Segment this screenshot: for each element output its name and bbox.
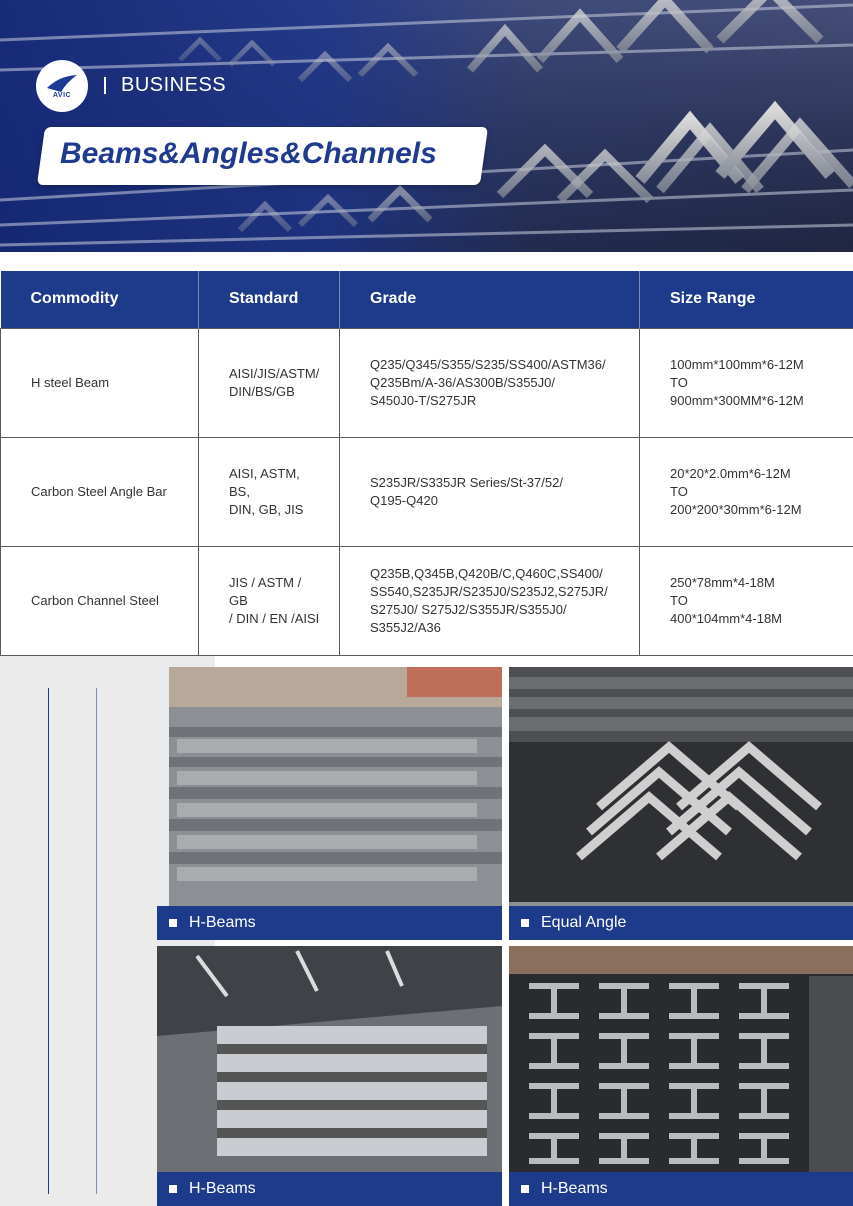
grade-line: Q235B,Q345B,Q420B/C,Q460C,SS400/ xyxy=(370,565,603,581)
header-divider xyxy=(104,77,106,94)
caption-label: Equal Angle xyxy=(541,914,627,931)
page-title: Beams&Angles&Channels xyxy=(60,137,437,170)
gallery-caption xyxy=(509,906,853,940)
hero-steel-illustration xyxy=(0,0,853,252)
standard-line: AISI, ASTM, BS, xyxy=(229,465,300,499)
grade-line: S355J2/A36 xyxy=(370,619,441,635)
standard-line: DIN, GB, JIS xyxy=(229,501,304,517)
standard-line: DIN/BS/GB xyxy=(229,383,295,399)
cell-grade xyxy=(340,328,640,437)
size-line: TO xyxy=(670,374,688,390)
size-line: 100mm*100mm*6-12M xyxy=(670,356,804,372)
logo-text: AVIC xyxy=(52,91,72,99)
cell-size-range xyxy=(640,437,853,546)
accent-line xyxy=(96,688,97,1194)
caption-label: H-Beams xyxy=(541,1180,608,1197)
header-standard: Standard xyxy=(199,271,340,328)
cell-grade xyxy=(340,437,640,546)
square-bullet-icon xyxy=(521,1185,529,1193)
grade-line: Q195-Q420 xyxy=(370,492,438,508)
cell-commodity: H steel Beam xyxy=(1,328,199,437)
size-line: 900mm*300MM*6-12M xyxy=(670,392,804,408)
h-beams-photo xyxy=(157,667,502,940)
h-beams-endview-photo xyxy=(509,946,853,1206)
cell-standard xyxy=(199,437,340,546)
grade-line: S275J0/ S275J2/S355JR/S355J0/ xyxy=(370,601,567,617)
table-row xyxy=(1,437,853,546)
section-label: BUSINESS xyxy=(121,74,227,96)
gallery-item-h-beams-2 xyxy=(157,946,502,1206)
header-grade: Grade xyxy=(340,271,640,328)
standard-line: JIS / ASTM / GB xyxy=(229,574,302,608)
cell-size-range xyxy=(640,328,853,437)
size-line: 250*78mm*4-18M xyxy=(670,574,775,590)
caption-label: H-Beams xyxy=(189,1180,256,1197)
size-line: 200*200*30mm*6-12M xyxy=(670,501,802,517)
cell-commodity: Carbon Channel Steel xyxy=(1,546,199,655)
cell-grade xyxy=(340,546,640,655)
gallery-item-h-beams-3 xyxy=(509,946,853,1206)
grade-line: Q235/Q345/S355/S235/SS400/ASTM36/ xyxy=(370,356,606,372)
cell-size-range xyxy=(640,546,853,655)
accent-line xyxy=(48,688,49,1194)
gallery-item-h-beams-1 xyxy=(157,667,502,940)
caption-label: H-Beams xyxy=(189,914,256,931)
gallery-caption xyxy=(509,1172,853,1206)
size-line: 20*20*2.0mm*6-12M xyxy=(670,465,791,481)
size-line: TO xyxy=(670,592,688,608)
wing-icon xyxy=(45,74,79,94)
spec-table xyxy=(0,271,853,656)
header-commodity: Commodity xyxy=(1,271,199,328)
table-row xyxy=(1,328,853,437)
hero-banner xyxy=(0,0,853,252)
equal-angle-photo xyxy=(509,667,853,940)
standard-line: AISI/JIS/ASTM/ xyxy=(229,365,320,381)
cell-commodity: Carbon Steel Angle Bar xyxy=(1,437,199,546)
header-size-range: Size Range xyxy=(640,271,853,328)
size-line: TO xyxy=(670,483,688,499)
cell-standard xyxy=(199,328,340,437)
size-line: 400*104mm*4-18M xyxy=(670,610,783,626)
gallery-caption xyxy=(157,906,502,940)
gallery-caption xyxy=(157,1172,502,1206)
grade-line: Q235Bm/A-36/AS300B/S355J0/ xyxy=(370,374,556,390)
square-bullet-icon xyxy=(521,919,529,927)
cell-standard xyxy=(199,546,340,655)
table-header-row xyxy=(1,271,853,328)
avic-logo xyxy=(36,60,88,112)
square-bullet-icon xyxy=(169,1185,177,1193)
h-beams-warehouse-photo xyxy=(157,946,502,1206)
square-bullet-icon xyxy=(169,919,177,927)
standard-line: / DIN / EN /AISI xyxy=(229,610,320,626)
gallery-item-equal-angle xyxy=(509,667,853,940)
grade-line: S235JR/S335JR Series/St-37/52/ xyxy=(370,474,563,490)
grade-line: S450J0-T/S275JR xyxy=(370,392,477,408)
grade-line: SS540,S235JR/S235J0/S235J2,S275JR/ xyxy=(370,583,608,599)
table-row xyxy=(1,546,853,655)
